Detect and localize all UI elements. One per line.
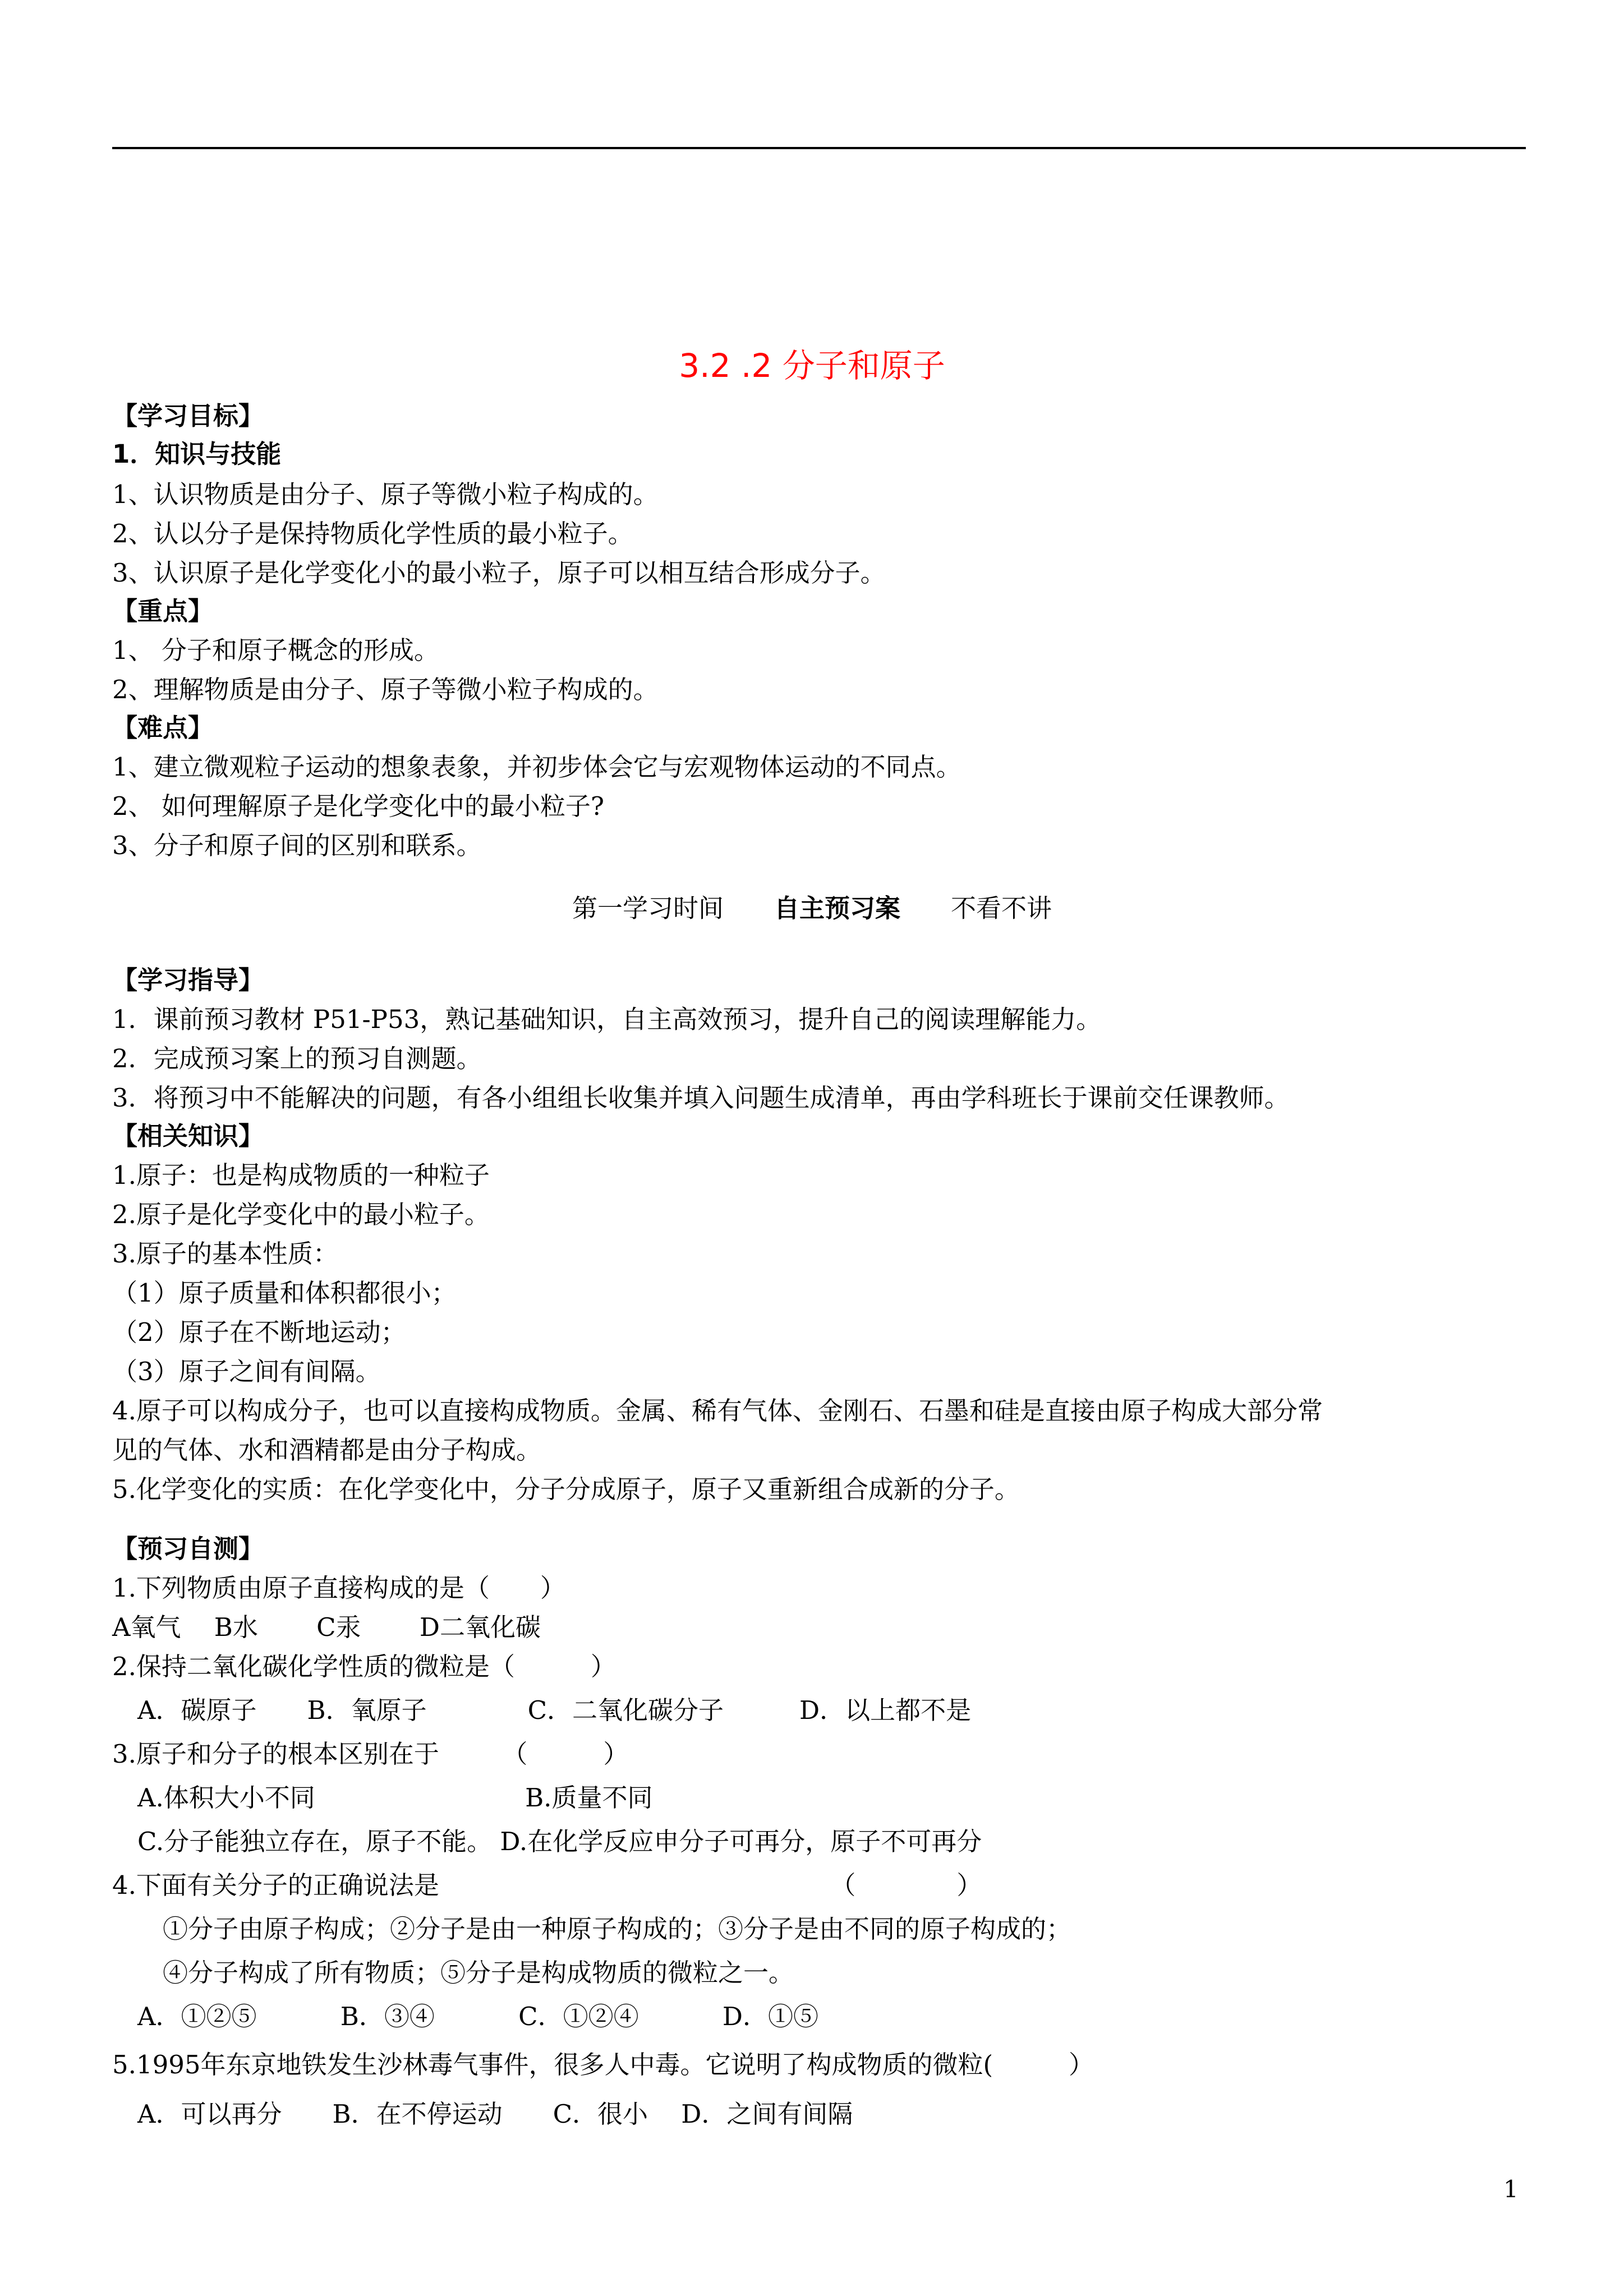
test-line: 5.1995年东京地铁发生沙林毒气事件，很多人中毒。它说明了构成物质的微粒( ） (112, 2050, 1094, 2080)
knowledge-item: 1.原子：也是构成物质的一种粒子 (112, 1160, 490, 1190)
key-header: 【重点】 (112, 596, 214, 626)
test-line: ④分子构成了所有物质；⑤分子是构成物质的微粒之一。 (112, 1958, 794, 1988)
guide-item: 2．完成预习案上的预习自测题。 (112, 1044, 482, 1073)
test-line: ①分子由原子构成；②分子是由一种原子构成的；③分子是由不同的原子构成的； (112, 1914, 1072, 1944)
goals-header: 【学习目标】 (112, 401, 264, 431)
knowledge-item: 3.原子的基本性质： (112, 1239, 338, 1269)
goals-subheader: 1．知识与技能 (112, 439, 282, 469)
header-rule (112, 147, 1526, 149)
guide-item: 3．将预习中不能解决的问题，有各小组组长收集并填入问题生成清单，再由学科班长于课前交任课教师。 (112, 1083, 1290, 1113)
key-item: 2、理解物质是由分子、原子等微小粒子构成的。 (112, 675, 659, 704)
period-motto: 不看不讲 (951, 893, 1052, 923)
knowledge-header: 【相关知识】 (112, 1121, 264, 1151)
knowledge-item: 4.原子可以构成分子，也可以直接构成物质。金属、稀有气体、金刚石、石墨和硅是直接由原子构成大部分常 (112, 1396, 1323, 1426)
guide-item: 1．课前预习教材 P51-P53，熟记基础知识，自主高效预习，提升自己的阅读理解能力。 (112, 1004, 1102, 1034)
goal-item: 2、认以分子是保持物质化学性质的最小粒子。 (112, 519, 633, 548)
test-line: C.分子能独立存在，原子不能。 D.在化学反应申分子可再分，原子不可再分 (112, 1827, 982, 1856)
test-line: A氧气 B水 C汞 D二氧化碳 (112, 1612, 541, 1642)
test-line: 4.下面有关分子的正确说法是 （ ） (112, 1870, 982, 1900)
period-label: 第一学习时间 (572, 893, 724, 923)
difficult-item: 1、建立微观粒子运动的想象表象，并初步体会它与宏观物体运动的不同点。 (112, 752, 961, 782)
guide-header: 【学习指导】 (112, 965, 264, 995)
goal-item: 1、认识物质是由分子、原子等微小粒子构成的。 (112, 480, 659, 509)
page-number: 1 (1503, 2175, 1519, 2203)
goal-item: 3、认识原子是化学变化小的最小粒子，原子可以相互结合形成分子。 (112, 558, 886, 588)
test-line: 3.原子和分子的根本区别在于 （ ） (112, 1739, 629, 1769)
key-item: 1、 分子和原子概念的形成。 (112, 635, 439, 665)
difficult-header: 【难点】 (112, 713, 214, 743)
knowledge-item: （2）原子在不断地运动； (112, 1317, 406, 1347)
knowledge-item: （3）原子之间有间隔。 (112, 1357, 381, 1386)
test-line: A．可以再分 B．在不停运动 C．很小 D．之间有间隔 (112, 2099, 853, 2129)
test-line: A.体积大小不同 B.质量不同 (112, 1783, 653, 1813)
knowledge-item: 2.原子是化学变化中的最小粒子。 (112, 1200, 490, 1229)
test-line: 2.保持二氧化碳化学性质的微粒是（ ） (112, 1652, 616, 1681)
difficult-item: 2、 如何理解原子是化学变化中的最小粒子? (112, 791, 605, 821)
knowledge-item: 见的气体、水和酒精都是由分子构成。 (112, 1435, 542, 1465)
test-line: A．①②⑤ B．③④ C．①②④ D．①⑤ (112, 2002, 818, 2031)
page-title: 3.2 .2 分子和原子 (679, 347, 945, 385)
period-line (0, 889, 1624, 928)
test-line: 1.下列物质由原子直接构成的是（ ） (112, 1573, 565, 1603)
test-line: A．碳原子 B．氧原子 C．二氧化碳分子 D．以上都不是 (112, 1695, 972, 1725)
period-plan: 自主预习案 (774, 893, 900, 923)
test-header: 【预习自测】 (112, 1534, 264, 1564)
difficult-item: 3、分子和原子间的区别和联系。 (112, 831, 482, 860)
knowledge-item: （1）原子质量和体积都很小； (112, 1278, 457, 1308)
knowledge-item: 5.化学变化的实质：在化学变化中，分子分成原子，原子又重新组合成新的分子。 (112, 1474, 1020, 1504)
